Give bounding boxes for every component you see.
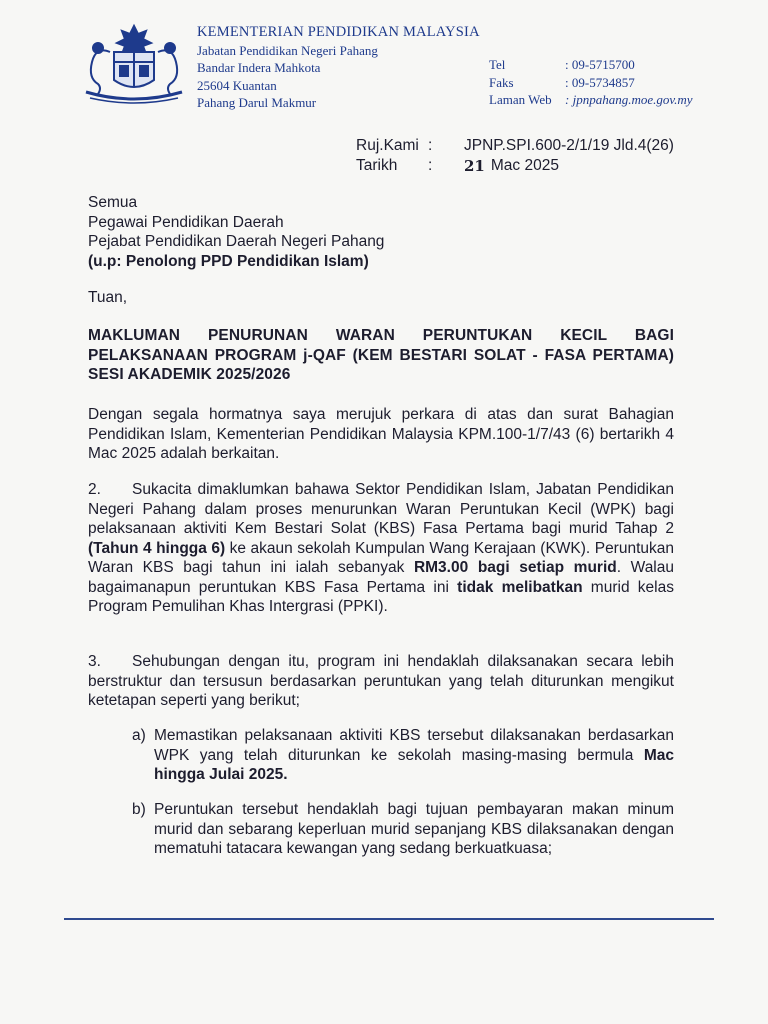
contact-value: : 09-5715700 [565, 57, 635, 72]
recipient-line: Pegawai Pendidikan Daerah [88, 213, 284, 231]
reference-separator: : [428, 137, 433, 154]
list-item [132, 800, 674, 859]
list-text: Peruntukan tersebut hendaklah bagi tujuan pembayaran makan minum murid dan sebarang keperluan murid sepanjang KBS dilaksanakan dengan mematuhi tatacara kewangan yang sedang berkuatkuasa; [154, 801, 674, 857]
malaysia-coat-of-arms-icon [80, 22, 188, 104]
paragraph-text: . Walau bagaimanapun peruntukan KBS Fasa Pertama ini [88, 559, 674, 596]
reference-label: Ruj.Kami [356, 137, 419, 154]
date-row [356, 156, 674, 176]
salutation: Tuan, [88, 289, 128, 306]
contact-row-web [489, 91, 693, 109]
paragraph-3 [88, 652, 674, 711]
date-separator: : [428, 157, 433, 174]
list-marker: a) [132, 727, 146, 744]
date-value: Mac 2025 [490, 157, 559, 174]
contact-label: Laman Web [489, 92, 552, 107]
website-link: : jpnpahang.moe.gov.my [565, 92, 693, 107]
list-item-b [132, 800, 674, 859]
address-line: Bandar Indera Mahkota [197, 60, 321, 75]
intro-paragraph: Dengan segala hormatnya saya merujuk perkara di atas dan surat Bahagian Pendidikan Islam, Kementerian Pendidikan Malaysia KPM.100-1/7/43 (6) bertarikh 4 Mac 2025 adalah berkaitan. [88, 406, 674, 462]
contact-row-tel [489, 56, 693, 74]
paragraph-number: 2. [88, 481, 101, 498]
bold-text: RM3.00 bagi setiap murid [413, 559, 617, 576]
handwritten-day: 21 [464, 157, 485, 175]
reference-number: JPNP.SPI.600-2/1/19 Jld.4(26) [464, 137, 674, 154]
paragraph-text: Sukacita dimaklumkan bahawa Sektor Pendidikan Islam, Jabatan Pendidikan Negeri Pahang dalam proses menurunkan Waran Peruntukan Kecil (WPK) bagi pelaksanaan aktiviti Kem Bestari Solat (KBS) Fasa Pertama bagi murid Tahap 2 [88, 481, 674, 537]
date-label: Tarikh [356, 157, 398, 174]
recipient-line: Semua [88, 194, 138, 211]
paragraph-text: ke akaun sekolah Kumpulan Wang Kerajaan (KWK). Peruntukan Waran KBS bagi tahun ini ialah sebanyak [88, 539, 675, 576]
list-text [154, 726, 674, 785]
bold-text: (Tahun 4 hingga 6) [88, 539, 226, 557]
paragraph-number: 3. [88, 653, 101, 670]
reference-block [356, 136, 674, 176]
list-item-a [132, 726, 674, 785]
recipient-attention: (u.p: Penolong PPD Pendidikan Islam) [88, 252, 369, 270]
list-text-part: Memastikan pelaksanaan aktiviti KBS tersebut dilaksanakan berdasarkan WPK yang telah diturunkan ke sekolah masing-masing bermula [154, 727, 674, 764]
letterhead-contacts [489, 56, 693, 109]
address-line: Pahang Darul Makmur [197, 95, 317, 110]
address-line: 25604 Kuantan [197, 77, 277, 93]
paragraph-text: Sehubungan dengan itu, program ini hendaklah dilaksanakan secara lebih berstruktur dan tersusun berdasarkan peruntukan yang telah diturunkan mengikut ketetapan seperti yang berikut; [88, 653, 674, 709]
bold-text: Mac hingga Julai 2025. [154, 746, 674, 783]
contact-row-fax [489, 74, 693, 92]
department-name: Jabatan Pendidikan Negeri Pahang [197, 42, 378, 58]
reference-number-row [356, 136, 674, 156]
footer-divider [64, 918, 714, 920]
list-item [132, 726, 674, 785]
subject-title: MAKLUMAN PENURUNAN WARAN PERUNTUKAN KECIL BAGI PELAKSANAAN PROGRAM j-QAF (KEM BESTARI SOLAT - FASA PERTAMA) SESI AKADEMIK 2025/2026 [88, 327, 674, 383]
paragraph-2 [88, 480, 674, 617]
contact-label: Faks [489, 74, 514, 90]
ministry-name: KEMENTERIAN PENDIDIKAN MALAYSIA [197, 24, 480, 40]
contact-label: Tel [489, 57, 506, 72]
recipient-line: Pejabat Pendidikan Daerah Negeri Pahang [88, 233, 385, 250]
list-marker: b) [132, 801, 146, 818]
letterhead-address [197, 24, 480, 112]
contact-value: : 09-5734857 [565, 74, 635, 90]
recipient-block [88, 193, 674, 271]
bold-text: tidak melibatkan [457, 578, 583, 596]
paragraph-text: murid kelas Program Pemulihan Khas Intergrasi (PPKI). [88, 578, 674, 615]
